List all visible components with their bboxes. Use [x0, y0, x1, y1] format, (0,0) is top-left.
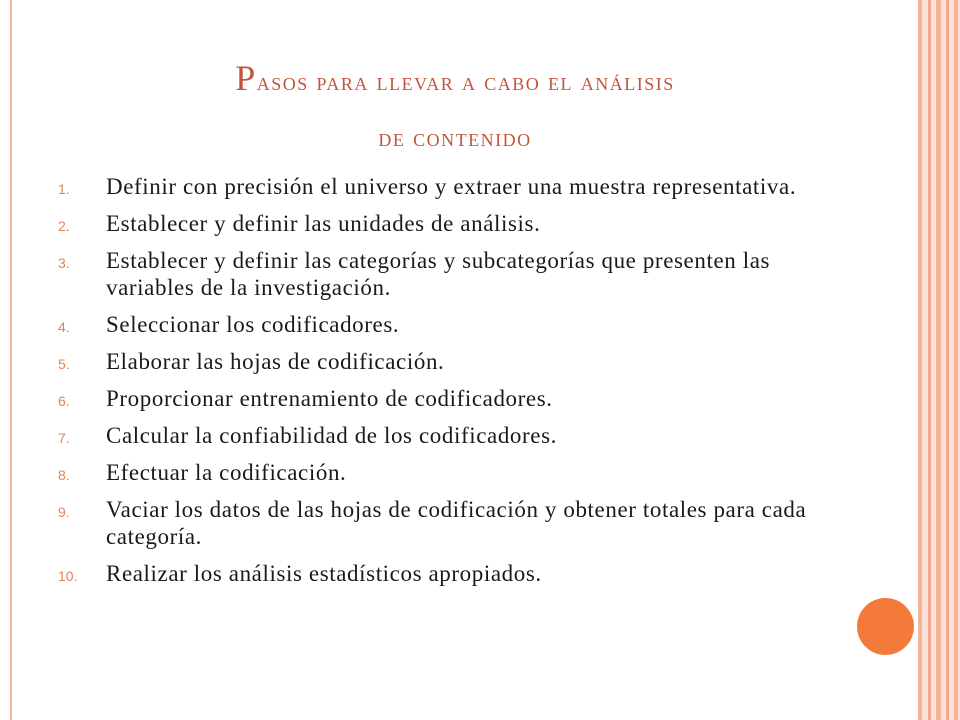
left-border-line: [10, 0, 12, 720]
list-item: [58, 459, 848, 486]
step-number: 4.: [58, 319, 70, 335]
decorative-stripes: [918, 0, 960, 720]
step-text: Definir con precisión el universo y extraer una muestra representativa.: [106, 174, 797, 199]
list-item: [58, 560, 848, 587]
step-number: 8.: [58, 467, 70, 483]
step-number: 10.: [58, 568, 78, 584]
step-text: Proporcionar entrenamiento de codificadores.: [106, 386, 553, 411]
stripe: [954, 0, 958, 720]
step-number: 5.: [58, 356, 70, 372]
step-number: 7.: [58, 430, 70, 446]
stripe: [936, 0, 941, 720]
list-item: [58, 385, 848, 412]
step-number: 6.: [58, 393, 70, 409]
step-text: Vaciar los datos de las hojas de codificación y obtener totales para cada categoría.: [106, 497, 807, 549]
list-item: [58, 210, 848, 237]
title-line-2: de contenido: [378, 125, 532, 152]
step-text: Seleccionar los codificadores.: [106, 312, 400, 337]
list-item: [58, 311, 848, 338]
title-line-1: asos para llevar a cabo el análisis: [256, 69, 675, 96]
list-item: [58, 348, 848, 375]
stripe: [946, 0, 949, 720]
list-item: [58, 247, 848, 301]
step-number: 3.: [58, 255, 70, 271]
step-text: Establecer y definir las categorías y subcategorías que presenten las variables de la investigación.: [106, 248, 771, 300]
step-text: Establecer y definir las unidades de análisis.: [106, 211, 541, 236]
step-number: 1.: [58, 181, 70, 197]
list-item: [58, 173, 848, 200]
accent-circle: [857, 598, 914, 655]
stripe: [928, 0, 931, 720]
steps-list: [58, 173, 848, 597]
step-text: Efectuar la codificación.: [106, 460, 347, 485]
slide-title: [60, 50, 850, 167]
step-text: Realizar los análisis estadísticos apropiados.: [106, 561, 542, 586]
step-number: 9.: [58, 504, 70, 520]
title-initial: P: [235, 58, 257, 98]
list-item: [58, 496, 848, 550]
list-item: [58, 422, 848, 449]
step-text: Calcular la confiabilidad de los codificadores.: [106, 423, 557, 448]
stripe: [918, 0, 922, 720]
step-text: Elaborar las hojas de codificación.: [106, 349, 445, 374]
step-number: 2.: [58, 218, 70, 234]
